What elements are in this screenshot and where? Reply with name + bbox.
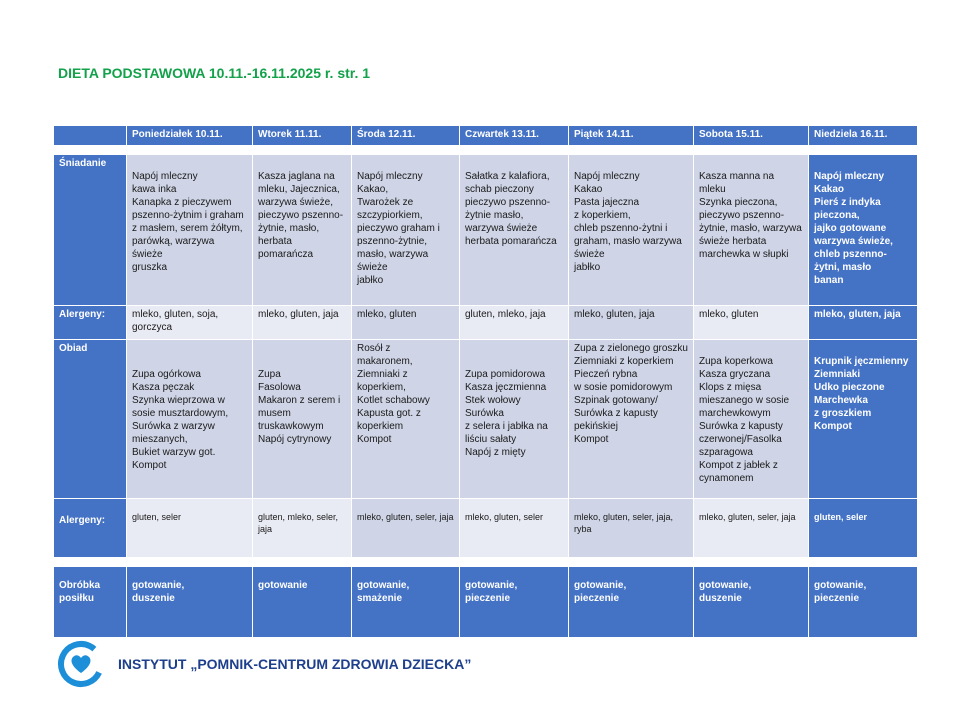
processing-cell: gotowanie, pieczenie bbox=[809, 567, 918, 638]
processing-row bbox=[54, 567, 918, 638]
allergens-cell: gluten, seler bbox=[127, 499, 253, 558]
day-header: Sobota 15.11. bbox=[694, 126, 809, 146]
days-header-row bbox=[54, 126, 918, 146]
processing-cell: gotowanie bbox=[253, 567, 352, 638]
page-title: DIETA PODSTAWOWA 10.11.-16.11.2025 r. str. 1 bbox=[58, 65, 371, 81]
allergens-cell: gluten, mleko, jaja bbox=[460, 306, 569, 340]
breakfast-cell: Napój mleczny kawa inka Kanapka z pieczywem pszenno-żytnim i graham z masłem, serem żółtym, parówką, warzywa świeże gruszka bbox=[127, 155, 253, 306]
row-spacer bbox=[54, 558, 918, 567]
processing-cell: gotowanie, duszenie bbox=[694, 567, 809, 638]
breakfast-cell: Napój mleczny Kakao Pierś z indyka pieczona, jajko gotowane warzywa świeże, chleb pszenno-żytni, masło banan bbox=[809, 155, 918, 306]
lunch-cell: Zupa koperkowa Kasza gryczana Klops z mięsa mieszanego w sosie marchewkowym Surówka z kapusty czerwonej/Fasolka szparagowa Kompot z jabłek z cynamonem bbox=[694, 340, 809, 499]
row-label-processing: Obróbka posiłku bbox=[54, 567, 127, 638]
allergens-cell: mleko, gluten, jaja bbox=[253, 306, 352, 340]
row-label-lunch: Obiad bbox=[54, 340, 127, 499]
allergens-cell: mleko, gluten bbox=[694, 306, 809, 340]
allergens-cell: mleko, gluten bbox=[352, 306, 460, 340]
institute-name: INSTYTUT „POMNIK-CENTRUM ZDROWIA DZIECKA” bbox=[118, 656, 472, 672]
allergens-cell: mleko, gluten, soja, gorczyca bbox=[127, 306, 253, 340]
lunch-cell: Zupa z zielonego groszku Ziemniaki z koperkiem Pieczeń rybna w sosie pomidorowym Szpinak gotowany/ Surówka z kapusty pekińskiej Kompot bbox=[569, 340, 694, 499]
lunch-cell: Zupa ogórkowa Kasza pęczak Szynka wieprzowa w sosie musztardowym, Surówka z warzyw mieszanych, Bukiet warzyw got. Kompot bbox=[127, 340, 253, 499]
day-header: Wtorek 11.11. bbox=[253, 126, 352, 146]
breakfast-cell: Kasza jaglana na mleku, Jajecznica, warzywa świeże, pieczywo pszenno-żytnie, masło, herbata pomarańcza bbox=[253, 155, 352, 306]
allergens-cell: mleko, gluten, seler, jaja bbox=[694, 499, 809, 558]
allergens-cell: mleko, gluten, seler bbox=[460, 499, 569, 558]
allergens-cell: mleko, gluten, seler, jaja bbox=[352, 499, 460, 558]
day-header: Piątek 14.11. bbox=[569, 126, 694, 146]
header-corner-cell bbox=[54, 126, 127, 146]
processing-cell: gotowanie, duszenie bbox=[127, 567, 253, 638]
lunch-row bbox=[54, 340, 918, 499]
allergens-cell: mleko, gluten, seler, jaja, ryba bbox=[569, 499, 694, 558]
day-header: Czwartek 13.11. bbox=[460, 126, 569, 146]
day-header: Poniedziałek 10.11. bbox=[127, 126, 253, 146]
breakfast-cell: Napój mleczny Kakao Pasta jajeczna z koperkiem, chleb pszenno-żytni i graham, masło warzywa świeże jabłko bbox=[569, 155, 694, 306]
day-header: Środa 12.11. bbox=[352, 126, 460, 146]
row-label-breakfast: Śniadanie bbox=[54, 155, 127, 306]
breakfast-row bbox=[54, 155, 918, 306]
breakfast-cell: Napój mleczny Kakao, Twarożek ze szczypiorkiem, pieczywo graham i pszenno-żytnie, masło, warzywa świeże jabłko bbox=[352, 155, 460, 306]
lunch-cell: Krupnik jęczmienny Ziemniaki Udko pieczone Marchewka z groszkiem Kompot bbox=[809, 340, 918, 499]
heart-logo-icon bbox=[57, 640, 105, 688]
breakfast-cell: Kasza manna na mleku Szynka pieczona, pieczywo pszenno-żytnie, masło, warzywa świeże herbata marchewka w słupki bbox=[694, 155, 809, 306]
processing-cell: gotowanie, pieczenie bbox=[569, 567, 694, 638]
lunch-cell: Rosół z makaronem, Ziemniaki z koperkiem, Kotlet schabowy Kapusta got. z koperkiem Kompot bbox=[352, 340, 460, 499]
lunch-cell: Zupa pomidorowa Kasza jęczmienna Stek wołowy Surówka z selera i jabłka na liściu sałaty Napój z mięty bbox=[460, 340, 569, 499]
processing-cell: gotowanie, smażenie bbox=[352, 567, 460, 638]
lunch-cell: Zupa Fasolowa Makaron z serem i musem truskawkowym Napój cytrynowy bbox=[253, 340, 352, 499]
allergens-row-1 bbox=[54, 306, 918, 340]
allergens-cell: gluten, mleko, seler, jaja bbox=[253, 499, 352, 558]
day-header: Niedziela 16.11. bbox=[809, 126, 918, 146]
row-label-allergens: Alergeny: bbox=[54, 499, 127, 558]
allergens-cell: gluten, seler bbox=[809, 499, 918, 558]
allergens-cell: mleko, gluten, jaja bbox=[569, 306, 694, 340]
row-label-allergens: Alergeny: bbox=[54, 306, 127, 340]
processing-cell: gotowanie, pieczenie bbox=[460, 567, 569, 638]
allergens-row-2 bbox=[54, 499, 918, 558]
allergens-cell: mleko, gluten, jaja bbox=[809, 306, 918, 340]
breakfast-cell: Sałatka z kalafiora, schab pieczony pieczywo pszenno-żytnie masło, warzywa świeże herbata pomarańcza bbox=[460, 155, 569, 306]
row-spacer bbox=[54, 146, 918, 155]
diet-menu-table bbox=[53, 125, 918, 638]
